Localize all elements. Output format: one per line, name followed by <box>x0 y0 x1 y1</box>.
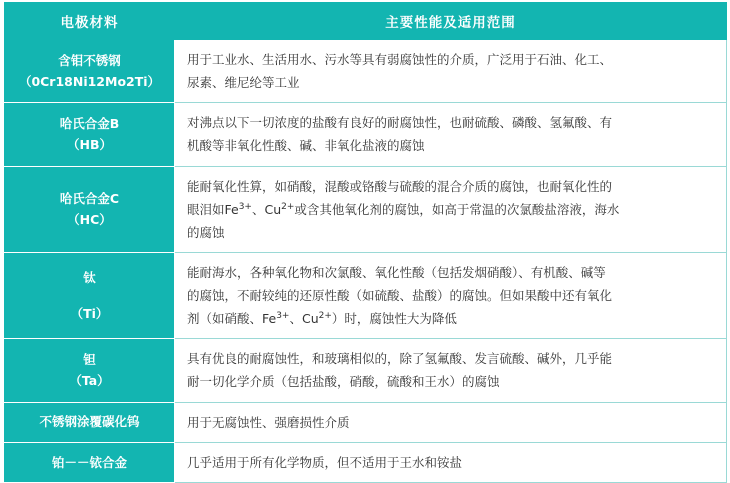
table-row <box>5 402 727 442</box>
superscript-charge: 3+ <box>276 310 290 321</box>
description-line: 对沸点以下一切浓度的盐酸有良好的耐腐蚀性，也耐硫酸、磷酸、氢氟酸、有 <box>187 115 613 131</box>
description-cell <box>175 103 727 166</box>
description-line: 尿素、维尼纶等工业 <box>187 75 300 91</box>
material-name-line2: （Ti） <box>70 305 109 321</box>
superscript-charge: 2+ <box>318 310 332 321</box>
material-cell <box>5 40 175 103</box>
table-row <box>5 252 727 338</box>
description-text: 剂（如硝酸、Fe <box>187 311 277 327</box>
description-line: 能耐海水，各种氧化物和次氯酸、氧化性酸（包括发烟硝酸）、有机酸、碱等 <box>187 264 606 280</box>
table-row <box>5 166 727 252</box>
table-body <box>5 40 727 483</box>
description-cell <box>175 252 727 338</box>
column-header-performance: 主要性能及适用范围 <box>175 3 727 40</box>
description-cell <box>175 402 727 442</box>
material-name-line1: 哈氏合金C <box>59 190 120 206</box>
description-line: 几乎适用于所有化学物质，但不适用于王水和铵盐 <box>187 454 463 470</box>
material-name-line2: （HB） <box>67 137 112 153</box>
material-name-line1: 含钼不锈钢 <box>58 52 121 68</box>
column-header-material: 电极材料 <box>5 3 175 40</box>
description-text: 、Cu <box>251 201 282 217</box>
table-row <box>5 339 727 402</box>
material-name-line2: （0Cr18Ni12Mo2Ti） <box>18 74 161 90</box>
material-name-line2: （HC） <box>67 212 112 228</box>
description-line: 具有优良的耐腐蚀性，和玻璃相似的，除了氢氟酸、发言硫酸、碱外，几乎能 <box>187 351 613 367</box>
description-line <box>187 307 714 330</box>
material-cell <box>5 166 175 252</box>
description-text: ）时，腐蚀性大为降低 <box>331 311 457 327</box>
material-name-line1: 不锈钢涂覆碳化钨 <box>39 414 140 430</box>
table-row <box>5 40 727 103</box>
description-cell <box>175 40 727 103</box>
description-cell <box>175 339 727 402</box>
description-line: 能耐氧化性算，如硝酸，混酸或铬酸与硫酸的混合介质的腐蚀，也耐氧化性的 <box>187 178 613 194</box>
electrode-material-table <box>4 2 727 483</box>
material-name-line1: 钽 <box>83 352 96 368</box>
material-name-line1: 铂－－铱合金 <box>51 454 127 470</box>
description-line: 的腐蚀 <box>187 224 225 240</box>
table-row <box>5 103 727 166</box>
table-row <box>5 442 727 482</box>
material-cell <box>5 442 175 482</box>
description-line <box>187 198 714 221</box>
material-name-line1: 哈氏合金B <box>59 116 120 132</box>
table-header <box>5 3 727 40</box>
description-line: 的腐蚀，不耐较纯的还原性酸（如硫酸、盐酸）的腐蚀。但如果酸中还有氧化 <box>187 288 613 303</box>
material-cell <box>5 103 175 166</box>
description-line: 用于工业水、生活用水、污水等具有弱腐蚀性的介质，广泛用于石油、化工、 <box>187 52 613 67</box>
description-text: 或含其他氧化剂的腐蚀，如高于常温的次氯酸盐溶液，海水 <box>294 201 620 217</box>
description-text: 眼泪如Fe <box>187 201 239 217</box>
table-header-row <box>5 3 727 40</box>
description-cell <box>175 166 727 252</box>
description-line: 用于无腐蚀性、强磨损性介质 <box>187 414 350 430</box>
description-line: 机酸等非氧化性酸、碱、非氧化盐液的腐蚀 <box>187 138 425 154</box>
material-cell <box>5 339 175 402</box>
material-cell <box>5 252 175 338</box>
material-name-line1: 钛 <box>83 270 96 286</box>
description-cell <box>175 442 727 482</box>
superscript-charge: 2+ <box>281 201 295 212</box>
description-line: 耐一切化学介质（包括盐酸，硝酸，硫酸和王水）的腐蚀 <box>187 374 500 390</box>
material-name-line2: （Ta） <box>69 373 110 389</box>
material-cell <box>5 402 175 442</box>
superscript-charge: 3+ <box>238 201 252 212</box>
description-text: 、Cu <box>289 311 319 327</box>
